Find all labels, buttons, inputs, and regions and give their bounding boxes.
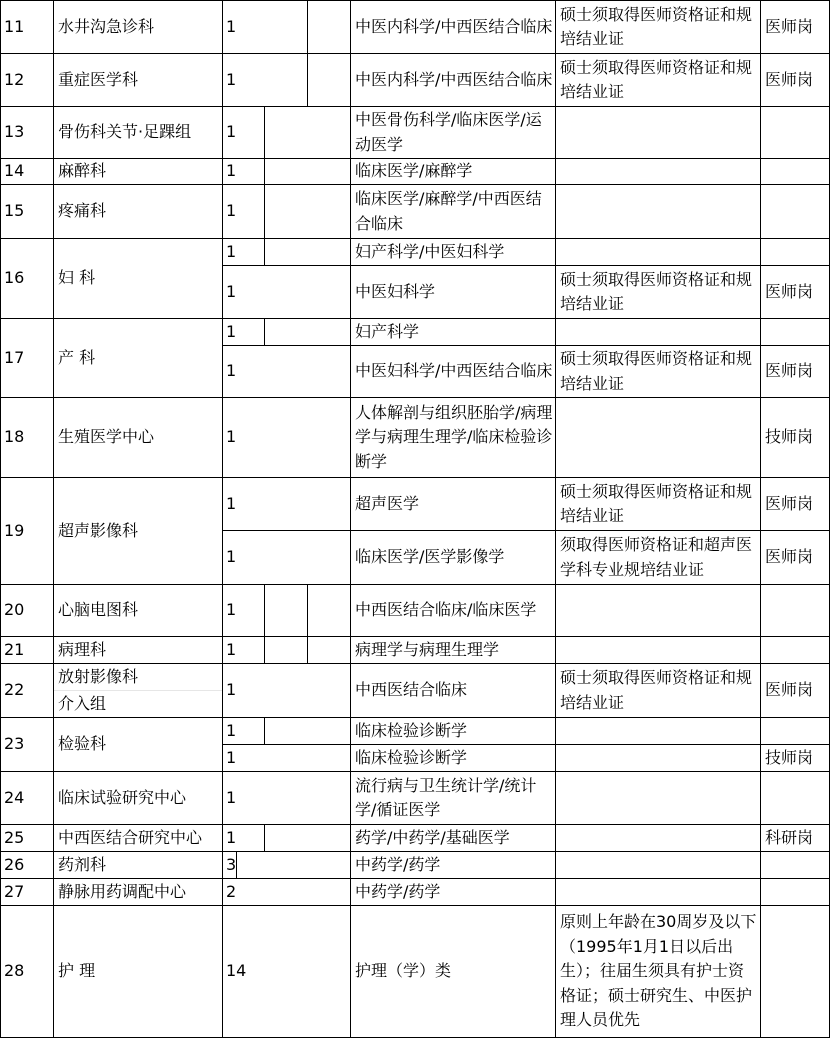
- grid-line: [236, 851, 237, 878]
- post-type: 医师岗: [765, 69, 814, 89]
- grid-line: [264, 238, 265, 265]
- post-type: 医师岗: [765, 493, 814, 513]
- department-name: 超声影像科: [58, 520, 139, 540]
- grid-line: [0, 158, 830, 159]
- department-name: 病理科: [58, 639, 107, 659]
- major-requirement: 中医骨伤科学/临床医学/运动医学: [355, 110, 542, 154]
- other-requirement: 硕士须取得医师资格证和规培结业证: [560, 668, 753, 712]
- grid-line: [0, 905, 830, 906]
- row-number: 23: [4, 734, 25, 754]
- grid-line: [0, 238, 830, 239]
- major-requirement: 护理（学）类: [355, 961, 452, 981]
- grid-line: [0, 851, 830, 852]
- row-number: 24: [4, 787, 25, 807]
- headcount: 3: [226, 854, 237, 874]
- major-requirement: 临床检验诊断学: [355, 747, 468, 767]
- department-name: 生殖医学中心: [58, 427, 155, 447]
- headcount: 1: [226, 201, 237, 221]
- row-number: 12: [4, 69, 25, 89]
- grid-line: [0, 318, 830, 319]
- row-number: 16: [4, 268, 25, 288]
- major-requirement: 中西医结合临床: [355, 680, 468, 700]
- post-type: 医师岗: [765, 16, 814, 36]
- row-number: 19: [4, 520, 25, 540]
- other-requirement: 原则上年龄在30周岁及以下（1995年1月1日以后出生）；往届生须具有护士资格证；硕士研究生、中医护理人员优先: [560, 912, 757, 1030]
- headcount: 1: [226, 787, 237, 807]
- other-requirement: 硕士须取得医师资格证和规培结业证: [560, 481, 753, 525]
- major-requirement: 中医妇科学: [355, 281, 436, 301]
- row-number: 15: [4, 201, 25, 221]
- department-name: 药剂科: [58, 854, 107, 874]
- grid-line: [264, 824, 265, 851]
- post-type: 医师岗: [765, 281, 814, 301]
- headcount: 1: [226, 321, 237, 341]
- grid-line: [222, 530, 830, 531]
- grid-line: [0, 636, 830, 637]
- major-requirement: 超声医学: [355, 493, 420, 513]
- grid-line: [222, 265, 830, 266]
- grid-line: [0, 53, 830, 54]
- grid-line: [264, 318, 265, 345]
- grid-line: [0, 106, 830, 107]
- post-type: 医师岗: [765, 680, 814, 700]
- grid-line: [0, 0, 830, 1]
- row-number: 22: [4, 680, 25, 700]
- grid-line: [54, 690, 222, 691]
- grid-line: [0, 824, 830, 825]
- headcount: 1: [226, 241, 237, 261]
- department-name: 检验科: [58, 734, 107, 754]
- department-name: 妇 科: [58, 268, 96, 288]
- grid-line: [307, 0, 308, 106]
- headcount: 1: [226, 720, 237, 740]
- grid-line: [222, 345, 830, 346]
- department-name: 骨伤科关节·足踝组: [58, 122, 192, 142]
- major-requirement: 中医内科学/中西医结合临床: [355, 16, 553, 36]
- post-type: 医师岗: [765, 547, 814, 567]
- department-name: 水井沟急诊科: [58, 16, 155, 36]
- grid-line: [0, 771, 830, 772]
- headcount: 1: [226, 747, 237, 767]
- headcount: 1: [226, 827, 237, 847]
- major-requirement: 妇产科学/中医妇科学: [355, 241, 505, 261]
- headcount: 1: [226, 680, 237, 700]
- row-number: 28: [4, 961, 25, 981]
- grid-line: [0, 477, 830, 478]
- grid-line: [0, 878, 830, 879]
- other-requirement: 硕士须取得医师资格证和规培结业证: [560, 269, 753, 313]
- grid-line: [0, 584, 830, 585]
- major-requirement: 人体解剖与组织胚胎学/病理学与病理生理学/临床检验诊断学: [355, 402, 553, 471]
- row-number: 14: [4, 161, 25, 181]
- headcount: 1: [226, 16, 237, 36]
- headcount: 1: [226, 600, 237, 620]
- row-number: 21: [4, 639, 25, 659]
- department-name: 麻醉科: [58, 161, 107, 181]
- row-number: 18: [4, 427, 25, 447]
- row-number: 11: [4, 16, 25, 36]
- post-type: 科研岗: [765, 827, 814, 847]
- major-requirement: 中药学/药学: [355, 881, 441, 901]
- grid-line: [264, 584, 265, 663]
- row-number: 26: [4, 854, 25, 874]
- headcount: 1: [226, 161, 237, 181]
- grid-line: [307, 584, 308, 663]
- department-name: 重症医学科: [58, 69, 139, 89]
- major-requirement: 临床医学/医学影像学: [355, 547, 505, 567]
- department-name: 心脑电图科: [58, 600, 139, 620]
- grid-line: [53, 0, 54, 1038]
- headcount: 2: [226, 881, 237, 901]
- grid-line: [0, 717, 830, 718]
- row-number: 13: [4, 122, 25, 142]
- major-requirement: 中医内科学/中西医结合临床: [355, 69, 553, 89]
- other-requirement: 硕士须取得医师资格证和规培结业证: [560, 57, 753, 101]
- post-type: 医师岗: [765, 361, 814, 381]
- other-requirement: 硕士须取得医师资格证和规培结业证: [560, 349, 753, 393]
- grid-line: [0, 0, 1, 1038]
- grid-line: [555, 0, 556, 1038]
- headcount: 1: [226, 69, 237, 89]
- grid-line: [264, 717, 265, 744]
- headcount: 14: [226, 961, 247, 981]
- headcount: 1: [226, 493, 237, 513]
- headcount: 1: [226, 361, 237, 381]
- major-requirement: 临床医学/麻醉学/中西医结合临床: [355, 189, 542, 233]
- department-name: 中西医结合研究中心: [58, 827, 203, 847]
- headcount: 1: [226, 427, 237, 447]
- major-requirement: 流行病与卫生统计学/统计学/循证医学: [355, 775, 537, 819]
- row-number: 17: [4, 347, 25, 367]
- major-requirement: 药学/中药学/基础医学: [355, 827, 510, 847]
- other-requirement: 硕士须取得医师资格证和规培结业证: [560, 4, 753, 48]
- major-requirement: 中药学/药学: [355, 854, 441, 874]
- major-requirement: 临床检验诊断学: [355, 720, 468, 740]
- grid-line: [760, 0, 761, 1038]
- department-name: 放射影像科: [58, 666, 139, 686]
- grid-line: [264, 106, 265, 238]
- department-name: 护 理: [58, 961, 96, 981]
- department-name: 疼痛科: [58, 201, 107, 221]
- grid-line: [0, 397, 830, 398]
- grid-line: [0, 663, 830, 664]
- post-type: 技师岗: [765, 427, 814, 447]
- row-number: 20: [4, 600, 25, 620]
- major-requirement: 临床医学/麻醉学: [355, 161, 473, 181]
- major-requirement: 妇产科学: [355, 321, 420, 341]
- row-number: 25: [4, 827, 25, 847]
- headcount: 1: [226, 122, 237, 142]
- grid-line: [222, 0, 223, 1038]
- department-subgroup: 介入组: [58, 693, 107, 713]
- headcount: 1: [226, 639, 237, 659]
- department-name: 产 科: [58, 347, 96, 367]
- grid-line: [350, 0, 351, 1038]
- headcount: 1: [226, 547, 237, 567]
- major-requirement: 病理学与病理生理学: [355, 639, 500, 659]
- major-requirement: 中西医结合临床/临床医学: [355, 600, 537, 620]
- other-requirement: 须取得医师资格证和超声医学科专业规培结业证: [560, 535, 753, 579]
- headcount: 1: [226, 281, 237, 301]
- post-type: 技师岗: [765, 747, 814, 767]
- department-name: 临床试验研究中心: [58, 787, 187, 807]
- department-name: 静脉用药调配中心: [58, 881, 187, 901]
- major-requirement: 中医妇科学/中西医结合临床: [355, 361, 553, 381]
- grid-line: [0, 184, 830, 185]
- grid-line: [222, 744, 830, 745]
- row-number: 27: [4, 881, 25, 901]
